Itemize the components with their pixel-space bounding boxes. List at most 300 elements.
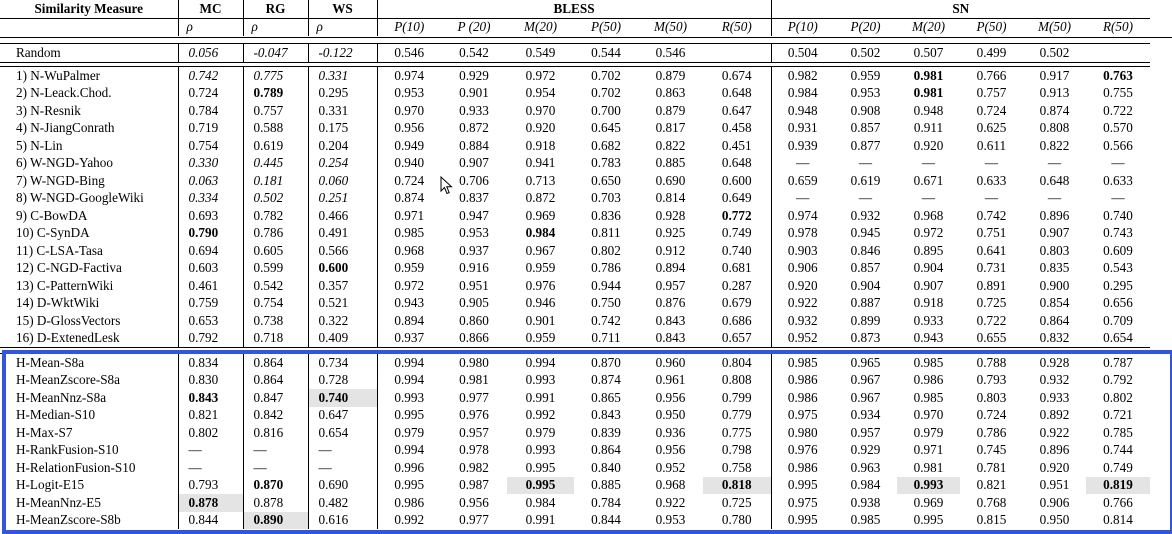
table-cell: —: [921, 155, 936, 170]
table-cell: 0.901: [525, 312, 556, 328]
table-cell: 0.181: [243, 172, 308, 190]
table-cell: 0.821: [178, 407, 243, 425]
table-cell: 0.754: [243, 295, 308, 313]
single-measures-body: [0, 67, 1150, 348]
subheader-rho-rg: ρ: [243, 18, 308, 36]
table-cell: 0.789: [243, 85, 308, 103]
table-cell: 0.798: [721, 442, 752, 457]
table-row: [0, 67, 1150, 85]
subheader-bless-p10: P(10): [377, 18, 441, 36]
table-row: [0, 102, 1150, 120]
table-cell: 0.816: [243, 424, 308, 442]
table-cell: 0.843: [655, 330, 686, 345]
table-cell: 0.783: [591, 155, 621, 170]
table-cell: 0.981: [913, 67, 944, 83]
table-cell: 0.920: [1039, 459, 1070, 475]
table-cell: 0.985: [913, 354, 944, 370]
row-label: H-Max-S7: [16, 424, 73, 440]
table-cell: 0.749: [1103, 459, 1133, 475]
table-cell: 0.895: [913, 242, 944, 258]
table-cell: 0.757: [976, 85, 1007, 100]
table-cell: 0.953: [377, 85, 441, 103]
table-cell: 0.916: [459, 260, 489, 275]
table-cell: [703, 44, 771, 63]
table-cell: 0.175: [308, 120, 377, 138]
subheader-sn-r50: R(50): [1102, 19, 1134, 34]
table-cell: 0.815: [976, 512, 1007, 527]
table-cell: 0.857: [850, 120, 881, 135]
table-cell: 0.899: [850, 312, 881, 328]
row-label: 8) W-NGD-GoogleWiki: [16, 190, 144, 205]
table-cell: 0.507: [913, 44, 944, 60]
table-cell: 0.504: [771, 44, 834, 63]
table-cell: 0.956: [655, 442, 686, 457]
table-cell: [1086, 44, 1150, 63]
table-cell: 0.790: [178, 225, 243, 243]
table-cell: 0.719: [178, 120, 243, 138]
table-cell: 0.775: [243, 67, 308, 85]
table-cell: 0.718: [243, 330, 308, 348]
table-cell: 0.711: [591, 330, 621, 345]
table-row: [0, 477, 1150, 495]
random-row: [0, 44, 1150, 63]
table-cell: 0.905: [459, 295, 489, 310]
table-cell: 0.648: [721, 155, 752, 170]
row-label: H-MeanZscore-S8b: [16, 512, 121, 527]
table-cell: 0.832: [1039, 330, 1070, 345]
table-cell: 0.835: [1039, 260, 1070, 275]
table-cell: 0.295: [308, 85, 377, 103]
table-cell: 0.722: [1103, 102, 1133, 118]
table-cell: 0.542: [243, 277, 308, 295]
table-cell: 0.821: [976, 477, 1007, 492]
table-cell: 0.981: [913, 459, 944, 475]
table-cell: 0.056: [178, 44, 243, 63]
table-row: [0, 120, 1150, 138]
table-cell: 0.950: [655, 407, 686, 422]
table-cell: 0.929: [459, 67, 489, 83]
table-cell: 0.843: [178, 389, 243, 407]
table-cell: 0.947: [459, 207, 489, 223]
table-cell: 0.740: [721, 242, 752, 258]
table-cell: 0.979: [525, 424, 556, 440]
table-cell: 0.987: [459, 477, 489, 492]
table-cell: 0.802: [178, 424, 243, 442]
table-cell: 0.995: [525, 459, 556, 475]
table-cell: 0.956: [655, 389, 686, 405]
table-cell: 0.599: [243, 260, 308, 278]
row-label: H-RelationFusion-S10: [16, 459, 136, 475]
table-cell: 0.936: [655, 424, 686, 440]
table-cell: 0.843: [655, 312, 686, 328]
table-cell: 0.944: [591, 277, 621, 293]
table-cell: 0.655: [976, 330, 1007, 345]
table-row: [0, 330, 1150, 348]
table-cell: 0.682: [591, 137, 621, 153]
table-cell: 0.502: [1039, 44, 1070, 60]
subheader-empty: [0, 18, 178, 36]
table-cell: 0.943: [913, 330, 944, 345]
table-cell: 0.872: [525, 190, 556, 205]
table-cell: 0.984: [525, 494, 556, 510]
table-cell: 0.840: [591, 459, 621, 475]
table-cell: 0.725: [721, 494, 752, 510]
table-cell: —: [1047, 190, 1062, 205]
table-cell: 0.931: [771, 120, 834, 138]
table-cell: 0.953: [655, 512, 686, 527]
table-cell: 0.330: [178, 155, 243, 173]
table-cell: 0.995: [507, 477, 574, 495]
table-cell: 0.969: [913, 494, 944, 510]
table-cell: 0.995: [771, 512, 834, 530]
table-cell: 0.566: [1103, 137, 1133, 153]
table-cell: 0.993: [377, 389, 441, 407]
table-cell: 0.679: [721, 295, 752, 310]
row-label: 16) D-ExtenedLesk: [16, 330, 120, 345]
table-cell: 0.750: [591, 295, 621, 310]
table-cell: 0.984: [525, 225, 556, 240]
table-cell: 0.967: [850, 389, 881, 405]
header-bless: BLESS: [377, 0, 771, 18]
table-cell: 0.751: [976, 225, 1007, 240]
table-cell: 0.959: [525, 330, 556, 345]
table-cell: 0.994: [377, 354, 441, 372]
subheader-sn-m50: M(50): [1038, 19, 1071, 34]
table-cell: 0.865: [591, 389, 621, 405]
table-cell: 0.839: [591, 424, 621, 440]
row-label: H-Median-S10: [16, 407, 96, 422]
table-cell: 0.901: [459, 85, 489, 100]
table-cell: 0.940: [377, 155, 441, 173]
table-cell: 0.873: [850, 330, 881, 345]
table-cell: 0.970: [525, 102, 556, 118]
table-cell: 0.786: [591, 260, 621, 275]
table-cell: 0.994: [377, 442, 441, 460]
table-cell: 0.458: [721, 120, 752, 135]
table-cell: 0.892: [1039, 407, 1070, 422]
table-cell: 0.956: [459, 494, 489, 510]
table-cell: —: [771, 155, 834, 173]
table-cell: 0.766: [976, 67, 1007, 83]
table-cell: 0.974: [377, 67, 441, 85]
table-cell: 0.786: [976, 424, 1007, 440]
table-cell: 0.985: [913, 389, 944, 405]
table-cell: 0.837: [459, 190, 489, 205]
table-cell: 0.993: [525, 372, 556, 387]
table-cell: 0.546: [377, 44, 441, 63]
table-cell: 0.724: [976, 102, 1007, 118]
table-cell: 0.616: [308, 512, 377, 530]
row-label: 13) C-PatternWiki: [16, 277, 114, 293]
table-cell: 0.254: [308, 155, 377, 173]
table-cell: 0.986: [771, 372, 834, 390]
row-label: 7) W-NGD-Bing: [16, 172, 105, 188]
table-cell: —: [308, 442, 377, 460]
subheader-bless-m50: M(50): [654, 19, 687, 34]
table-row: [0, 295, 1150, 313]
row-label: 3) N-Resnik: [16, 102, 81, 118]
table-cell: 0.971: [377, 207, 441, 225]
table-cell: 0.986: [771, 389, 834, 407]
table-cell: 0.994: [377, 372, 441, 390]
table-row: [0, 172, 1150, 190]
table-row: [0, 207, 1150, 225]
table-cell: 0.721: [1103, 407, 1133, 422]
subheader-rho-mc: ρ: [178, 18, 243, 36]
row-label: H-MeanZscore-S8a: [16, 372, 120, 387]
table-cell: 0.647: [721, 102, 752, 118]
table-cell: 0.896: [1039, 442, 1070, 457]
table-cell: 0.920: [913, 137, 944, 153]
table-row: [0, 442, 1150, 460]
table-cell: 0.847: [243, 389, 308, 407]
table-cell: 0.854: [1039, 295, 1070, 310]
table-cell: 0.974: [771, 207, 834, 225]
table-cell: 0.922: [771, 295, 834, 313]
table-cell: 0.995: [377, 407, 441, 425]
table-cell: 0.822: [655, 137, 686, 153]
table-cell: 0.671: [913, 172, 944, 188]
table-row: [0, 407, 1150, 425]
table-cell: 0.792: [1103, 372, 1133, 387]
table-cell: 0.904: [913, 260, 944, 275]
table-row: [0, 494, 1150, 512]
table-cell: 0.970: [377, 102, 441, 120]
table-cell: 0.060: [308, 172, 377, 190]
table-row: [0, 372, 1150, 390]
table-cell: 0.842: [243, 407, 308, 425]
table-cell: 0.922: [1039, 424, 1070, 440]
table-cell: 0.451: [721, 137, 752, 153]
table-cell: 0.959: [377, 260, 441, 278]
table-cell: 0.986: [913, 372, 944, 387]
table-cell: 0.960: [655, 354, 686, 370]
table-cell: 0.772: [721, 207, 752, 223]
table-cell: 0.992: [377, 512, 441, 530]
table-row: [0, 242, 1150, 260]
row-label: 5) N-Lin: [16, 137, 63, 153]
table-cell: 0.647: [308, 407, 377, 425]
table-cell: 0.693: [178, 207, 243, 225]
row-label: H-MeanNnz-E5: [16, 494, 101, 510]
table-cell: 0.785: [1103, 424, 1133, 440]
table-cell: —: [921, 190, 936, 205]
table-cell: 0.803: [976, 389, 1007, 405]
table-cell: 0.734: [308, 354, 377, 372]
table-cell: 0.802: [591, 242, 621, 258]
table-cell: 0.937: [377, 330, 441, 348]
table-cell: 0.357: [308, 277, 377, 295]
table-cell: 0.784: [591, 494, 621, 510]
table-cell: 0.907: [459, 155, 489, 170]
table-cell: 0.287: [721, 277, 752, 293]
table-cell: 0.948: [771, 102, 834, 120]
table-cell: —: [308, 459, 377, 477]
subheader-bless-r50: R(50): [721, 19, 752, 34]
table-cell: 0.963: [850, 459, 881, 475]
single-measures-table: [0, 66, 1150, 348]
table-cell: 0.980: [771, 424, 834, 442]
table-cell: 0.818: [703, 477, 771, 495]
table-cell: 0.986: [771, 459, 834, 477]
table-cell: 0.976: [459, 407, 489, 422]
table-cell: 0.759: [178, 295, 243, 313]
table-cell: 0.864: [243, 372, 308, 390]
table-row: [0, 190, 1150, 208]
table-cell: 0.793: [976, 372, 1007, 387]
table-cell: 0.906: [1039, 494, 1070, 510]
table-cell: 0.982: [459, 459, 489, 475]
table-cell: 0.780: [721, 512, 752, 527]
header-rg: RG: [243, 0, 308, 18]
table-cell: 0.755: [1103, 85, 1133, 100]
row-label: H-RankFusion-S10: [16, 442, 119, 457]
table-cell: 0.799: [721, 389, 752, 405]
table-cell: 0.948: [913, 102, 944, 118]
table-cell: 0.922: [655, 494, 686, 510]
table-cell: 0.900: [1039, 277, 1070, 293]
table-cell: 0.959: [850, 67, 881, 83]
table-cell: 0.738: [243, 312, 308, 330]
table-cell: 0.968: [913, 207, 944, 223]
row-label: 11) C-LSA-Tasa: [16, 242, 103, 258]
table-cell: 0.864: [243, 354, 308, 372]
table-cell: 0.843: [591, 407, 621, 422]
subheader-sn-m20: M(20): [912, 19, 945, 34]
table-cell: 0.521: [308, 295, 377, 313]
row-label: H-MeanNnz-S8a: [16, 389, 107, 405]
table-cell: 0.650: [591, 172, 621, 188]
table-cell: 0.466: [308, 207, 377, 225]
table-cell: 0.951: [459, 277, 489, 293]
table-cell: 0.482: [308, 494, 377, 512]
table-cell: 0.969: [525, 207, 556, 223]
table-cell: 0.992: [525, 407, 556, 422]
table-cell: 0.844: [178, 512, 243, 530]
table-cell: 0.970: [913, 407, 944, 422]
table-cell: 0.322: [308, 312, 377, 330]
table-cell: 0.864: [1039, 312, 1070, 328]
table-cell: 0.819: [1086, 477, 1150, 495]
table-cell: 0.713: [525, 172, 556, 188]
table-cell: 0.939: [771, 137, 834, 155]
table-row: [0, 424, 1150, 442]
table-cell: 0.965: [850, 354, 881, 370]
table-cell: 0.932: [850, 207, 881, 223]
table-cell: 0.977: [459, 512, 489, 527]
table-cell: 0.981: [459, 372, 489, 387]
table-row: [0, 354, 1150, 372]
table-cell: 0.792: [178, 330, 243, 348]
table-cell: 0.972: [913, 225, 944, 240]
table-cell: 0.954: [525, 85, 556, 100]
table-row: [0, 225, 1150, 243]
table-cell: 0.063: [178, 172, 243, 190]
table-cell: 0.994: [525, 354, 556, 370]
table-cell: 0.690: [655, 172, 686, 188]
table-cell: 0.953: [459, 225, 489, 240]
table-cell: 0.781: [976, 459, 1007, 475]
table-cell: 0.993: [525, 442, 556, 457]
table-cell: —: [771, 190, 834, 208]
table-cell: 0.502: [850, 44, 881, 60]
table-cell: 0.724: [976, 407, 1007, 422]
table-cell: 0.991: [525, 512, 556, 527]
table-cell: 0.961: [655, 372, 686, 387]
table-cell: 0.804: [721, 354, 752, 370]
table-cell: 0.768: [976, 494, 1007, 510]
table-cell: 0.786: [243, 225, 308, 243]
table-cell: 0.757: [243, 102, 308, 120]
table-cell: 0.878: [243, 494, 308, 512]
results-table-header: [0, 0, 1150, 36]
random-row-body: [0, 44, 1150, 63]
table-cell: 0.811: [591, 225, 621, 240]
table-cell: 0.874: [1039, 102, 1070, 118]
table-cell: 0.808: [721, 372, 752, 387]
table-cell: 0.876: [655, 295, 686, 310]
table-cell: 0.894: [655, 260, 686, 275]
table-cell: 0.549: [525, 44, 556, 60]
table-cell: 0.917: [1039, 67, 1070, 83]
table-cell: 0.879: [655, 67, 686, 83]
table-cell: 0.657: [721, 330, 752, 345]
table-cell: 0.891: [976, 277, 1007, 293]
header-measure: Similarity Measure: [0, 0, 178, 18]
table-cell: 0.728: [308, 372, 377, 390]
table-cell: 0.782: [243, 207, 308, 225]
table-cell: 0.775: [721, 424, 752, 440]
table-cell: 0.879: [655, 102, 686, 118]
table-cell: 0.731: [976, 260, 1007, 275]
table-cell: 0.920: [525, 120, 556, 135]
subheader-sn-p20: P(20): [850, 19, 881, 34]
table-cell: 0.943: [377, 295, 441, 313]
table-cell: 0.566: [308, 242, 377, 260]
table-cell: 0.544: [591, 44, 621, 60]
table-cell: 0.700: [591, 102, 621, 118]
table-cell: 0.979: [913, 424, 944, 440]
table-row: [0, 389, 1150, 407]
table-cell: 0.619: [243, 137, 308, 155]
table-cell: 0.654: [1103, 330, 1133, 345]
table-cell: 0.674: [721, 67, 752, 83]
row-label: 4) N-JiangConrath: [16, 120, 115, 135]
subheader-sn-p50: P(50): [976, 19, 1007, 34]
table-cell: 0.975: [771, 494, 834, 512]
subheader-bless-m20: M(20): [524, 19, 557, 34]
table-cell: 0.952: [655, 459, 686, 475]
table-cell: 0.690: [308, 477, 377, 495]
table-cell: 0.971: [913, 442, 944, 457]
table-cell: -0.047: [243, 44, 308, 63]
table-row: [0, 459, 1150, 477]
table-cell: 0.860: [459, 312, 489, 328]
table-cell: 0.864: [591, 442, 621, 457]
table-cell: 0.542: [459, 44, 489, 60]
table-cell: 0.295: [1103, 277, 1133, 293]
table-cell: 0.836: [591, 207, 621, 223]
row-label: 9) C-BowDA: [16, 207, 88, 223]
header-mc: MC: [178, 0, 243, 18]
table-cell: 0.933: [913, 312, 944, 328]
table-cell: 0.896: [1039, 207, 1070, 223]
row-label: 12) C-NGD-Factiva: [16, 260, 122, 275]
table-cell: 0.918: [913, 295, 944, 310]
table-cell: 0.885: [655, 155, 686, 170]
table-cell: 0.887: [850, 295, 881, 310]
table-cell: 0.709: [1103, 312, 1133, 328]
